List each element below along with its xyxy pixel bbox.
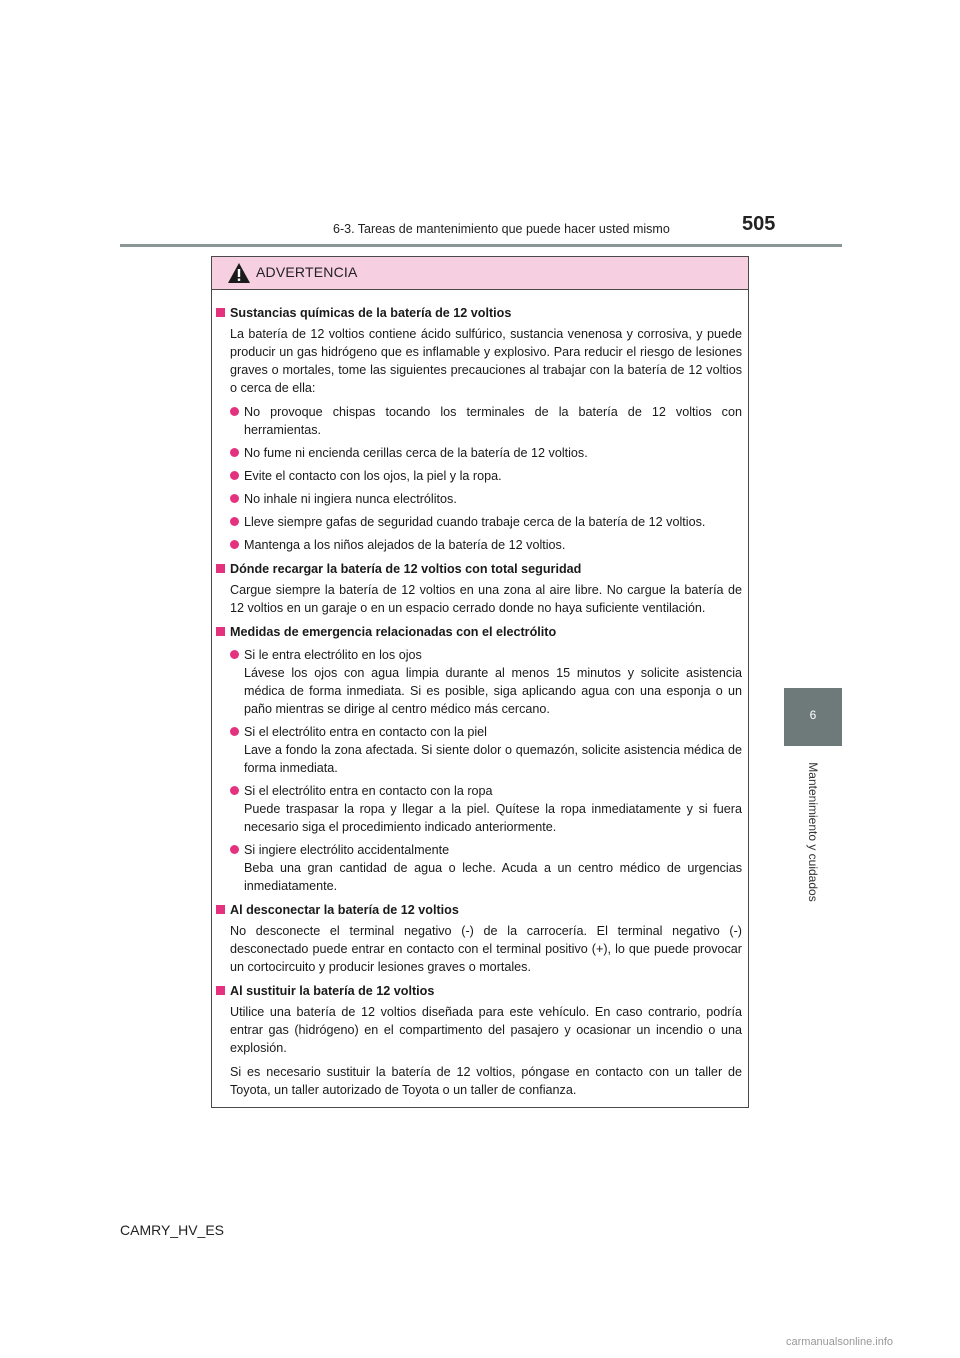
bullet-text: Beba una gran cantidad de agua o leche. Acuda a un centro médico de urgencias inmediatamente. [244, 861, 742, 893]
page-header-title: 6-3. Tareas de mantenimiento que puede hacer usted mismo [333, 222, 670, 236]
warning-header [212, 257, 748, 290]
bullet-item [216, 723, 742, 777]
bullet-item [216, 646, 742, 718]
warning-title: ADVERTENCIA [256, 264, 358, 280]
warning-box [211, 256, 749, 1108]
section-title: Al desconectar la batería de 12 voltios [216, 901, 742, 919]
bullet-item: Evite el contacto con los ojos, la piel y la ropa. [216, 467, 742, 485]
bullet-title: Si le entra electrólito en los ojos [244, 648, 422, 662]
warning-triangle-icon [227, 262, 251, 284]
section-title: Dónde recargar la batería de 12 voltios con total seguridad [216, 560, 742, 578]
document-code: CAMRY_HV_ES [120, 1222, 225, 1238]
section-paragraph: Si es necesario sustituir la batería de 12 voltios, póngase en contacto con un taller de Toyota, un taller autorizado de Toyota o un taller de confianza. [230, 1065, 742, 1097]
bullet-text: Lávese los ojos con agua limpia durante al menos 15 minutos y solicite asistencia médica de forma inmediata. Si es posible, siga aplicando agua con una esponja o un paño mientras se dirige al centro médico más cercano. [244, 666, 742, 716]
section-paragraph: La batería de 12 voltios contiene ácido sulfúrico, sustancia venenosa y corrosiva, y puede producir un gas hidrógeno que es inflamable y explosivo. Para reducir el riesgo de lesiones graves o mortales, tome las siguientes precauciones al trabajar con la batería de 12 voltios o cerca de ella: [230, 327, 742, 395]
warning-body [212, 290, 748, 1099]
section-paragraph: No desconecte el terminal negativo (-) de la carrocería. El terminal negativo (-) desconectado puede entrar en contacto con el terminal positivo (+), lo que puede provocar un cortocircuito y producir lesiones graves o mortales. [230, 924, 742, 974]
bullet-title: Si ingiere electrólito accidentalmente [244, 843, 450, 857]
bullet-title: Si el electrólito entra en contacto con la piel [244, 725, 487, 739]
bullet-item: No fume ni encienda cerillas cerca de la batería de 12 voltios. [216, 444, 742, 462]
page-number: 505 [742, 213, 776, 235]
bullet-title: Si el electrólito entra en contacto con la ropa [244, 784, 493, 798]
bullet-item: No inhale ni ingiera nunca electrólitos. [216, 490, 742, 508]
section-paragraph: Cargue siempre la batería de 12 voltios en una zona al aire libre. No cargue la batería de 12 voltios en un garaje o en un espacio cerrado donde no haya suficiente ventilación. [230, 583, 742, 615]
section-title: Sustancias químicas de la batería de 12 voltios [216, 304, 742, 322]
chapter-label: Mantenimiento y cuidados [806, 762, 820, 902]
bullet-item: Lleve siempre gafas de seguridad cuando trabaje cerca de la batería de 12 voltios. [216, 513, 742, 531]
bullet-item [216, 841, 742, 895]
bullet-item: No provoque chispas tocando los terminales de la batería de 12 voltios con herramientas. [216, 403, 742, 439]
section-title: Medidas de emergencia relacionadas con el electrólito [216, 623, 742, 641]
chapter-number: 6 [809, 708, 817, 722]
header-rule [120, 244, 842, 247]
bullet-text: Lave a fondo la zona afectada. Si siente dolor o quemazón, solicite asistencia médica de forma inmediata. [244, 743, 742, 775]
chapter-tab[interactable] [784, 688, 842, 746]
section-paragraph: Utilice una batería de 12 voltios diseñada para este vehículo. En caso contrario, podría entrar gas (hidrógeno) en el compartimento del pasajero y ocasionar un incendio o una explosión. [230, 1005, 742, 1055]
bullet-item [216, 782, 742, 836]
bullet-text: Puede traspasar la ropa y llegar a la piel. Quítese la ropa inmediatamente y si fuera necesario siga el procedimiento indicado anteriormente. [244, 802, 742, 834]
bullet-item: Mantenga a los niños alejados de la batería de 12 voltios. [216, 536, 742, 554]
section-title: Al sustituir la batería de 12 voltios [216, 982, 742, 1000]
watermark[interactable]: carmanualsonline.info [786, 1336, 894, 1348]
